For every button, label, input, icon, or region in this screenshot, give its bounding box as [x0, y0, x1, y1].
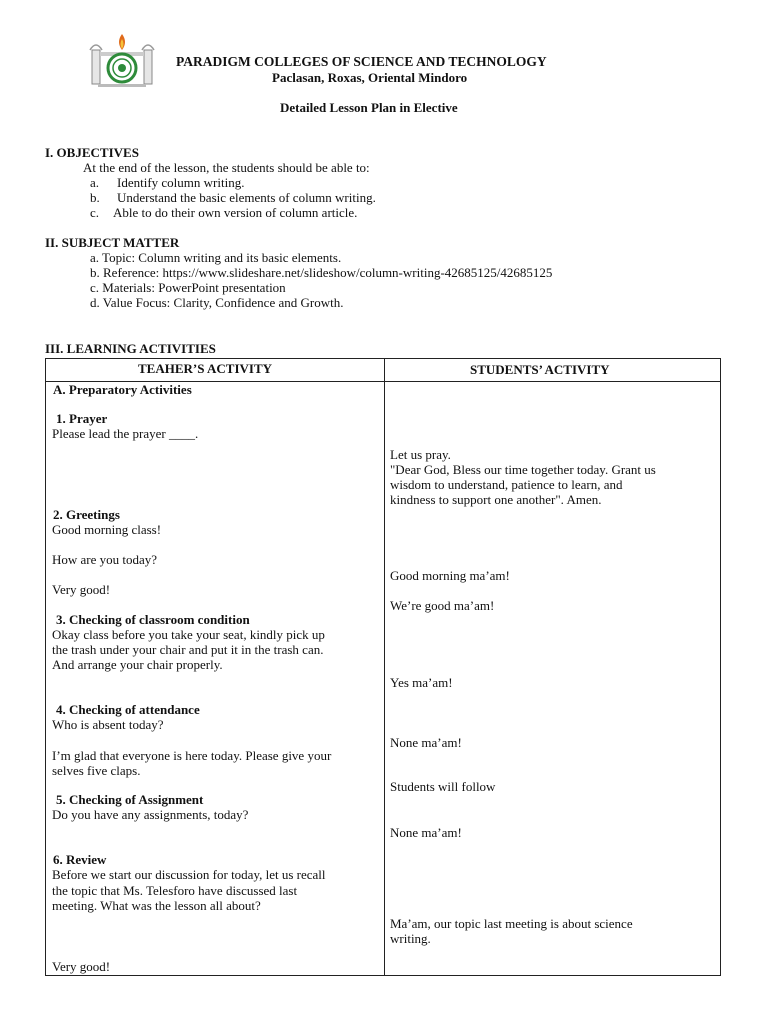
- objectives-intro: At the end of the lesson, the students should be able to:: [83, 160, 370, 175]
- prayer-line: Please lead the prayer ____.: [52, 426, 199, 441]
- student-classroom-reply: Yes ma’am!: [390, 675, 453, 690]
- student-attendance-reply: None ma’am!: [390, 735, 462, 750]
- review-line-3: meeting. What was the lesson all about?: [52, 898, 261, 913]
- assignment-heading: 5. Checking of Assignment: [56, 792, 204, 807]
- student-prayer-line-4: kindness to support one another". Amen.: [390, 492, 602, 507]
- objectives-heading: I. OBJECTIVES: [45, 145, 139, 160]
- subject-materials: c. Materials: PowerPoint presentation: [90, 280, 286, 295]
- objective-marker-c: c.: [90, 205, 100, 220]
- classroom-check-heading: 3. Checking of classroom condition: [56, 612, 250, 627]
- review-line-2: the topic that Ms. Telesforo have discussed last: [52, 883, 298, 898]
- subject-matter-heading: II. SUBJECT MATTER: [45, 235, 180, 250]
- column-divider: [384, 359, 385, 975]
- student-assignment-reply: None ma’am!: [390, 825, 462, 840]
- student-prayer-line-2: "Dear God, Bless our time together today. Grant us: [390, 462, 656, 477]
- attendance-line-2: I’m glad that everyone is here today. Please give your: [52, 748, 332, 763]
- greetings-line-1: Good morning class!: [52, 522, 162, 537]
- objective-marker-a: a.: [90, 175, 100, 190]
- attendance-heading: 4. Checking of attendance: [56, 702, 200, 717]
- teacher-activity-header: TEAHER’S ACTIVITY: [138, 361, 273, 376]
- review-heading: 6. Review: [53, 852, 107, 867]
- subject-topic: a. Topic: Column writing and its basic elements.: [90, 250, 342, 265]
- objective-item-c: Able to do their own version of column article.: [113, 205, 358, 220]
- assignment-line: Do you have any assignments, today?: [52, 807, 249, 822]
- greetings-heading: 2. Greetings: [53, 507, 120, 522]
- student-greeting-1: Good morning ma’am!: [390, 568, 510, 583]
- student-greeting-2: We’re good ma’am!: [390, 598, 495, 613]
- greetings-line-3: Very good!: [52, 582, 111, 597]
- learning-activities-heading: III. LEARNING ACTIVITIES: [45, 341, 216, 356]
- classroom-check-line-3: And arrange your chair properly.: [52, 657, 223, 672]
- subject-value-focus: d. Value Focus: Clarity, Confidence and Growth.: [90, 295, 344, 310]
- classroom-check-line-1: Okay class before you take your seat, kindly pick up: [52, 627, 325, 642]
- prayer-heading: 1. Prayer: [56, 411, 108, 426]
- attendance-line-1: Who is absent today?: [52, 717, 164, 732]
- classroom-check-line-2: the trash under your chair and put it in the trash can.: [52, 642, 324, 657]
- objective-item-b: Understand the basic elements of column writing.: [117, 190, 376, 205]
- attendance-line-3: selves five claps.: [52, 763, 141, 778]
- subject-reference: b. Reference: https://www.slideshare.net/slideshow/column-writing-42685125/42685125: [90, 265, 553, 280]
- greetings-line-2: How are you today?: [52, 552, 158, 567]
- student-prayer-line-3: wisdom to understand, patience to learn, and: [390, 477, 623, 492]
- activities-table: [45, 358, 721, 976]
- student-review-line-1: Ma’am, our topic last meeting is about science: [390, 916, 633, 931]
- school-logo: [88, 30, 156, 88]
- objective-marker-b: b.: [90, 190, 100, 205]
- student-claps-reply: Students will follow: [390, 779, 496, 794]
- preparatory-activities: A. Preparatory Activities: [53, 382, 192, 397]
- student-prayer-line-1: Let us pray.: [390, 447, 451, 462]
- review-line-1: Before we start our discussion for today, let us recall: [52, 867, 326, 882]
- school-name: PARADIGM COLLEGES OF SCIENCE AND TECHNOLOGY: [176, 54, 547, 69]
- school-address: Paclasan, Roxas, Oriental Mindoro: [272, 70, 468, 85]
- objective-item-a: Identify column writing.: [117, 175, 245, 190]
- review-line-4: Very good!: [52, 959, 111, 974]
- lesson-plan-title: Detailed Lesson Plan in Elective: [280, 100, 458, 115]
- student-review-line-2: writing.: [390, 931, 431, 946]
- students-activity-header: STUDENTS’ ACTIVITY: [470, 362, 610, 377]
